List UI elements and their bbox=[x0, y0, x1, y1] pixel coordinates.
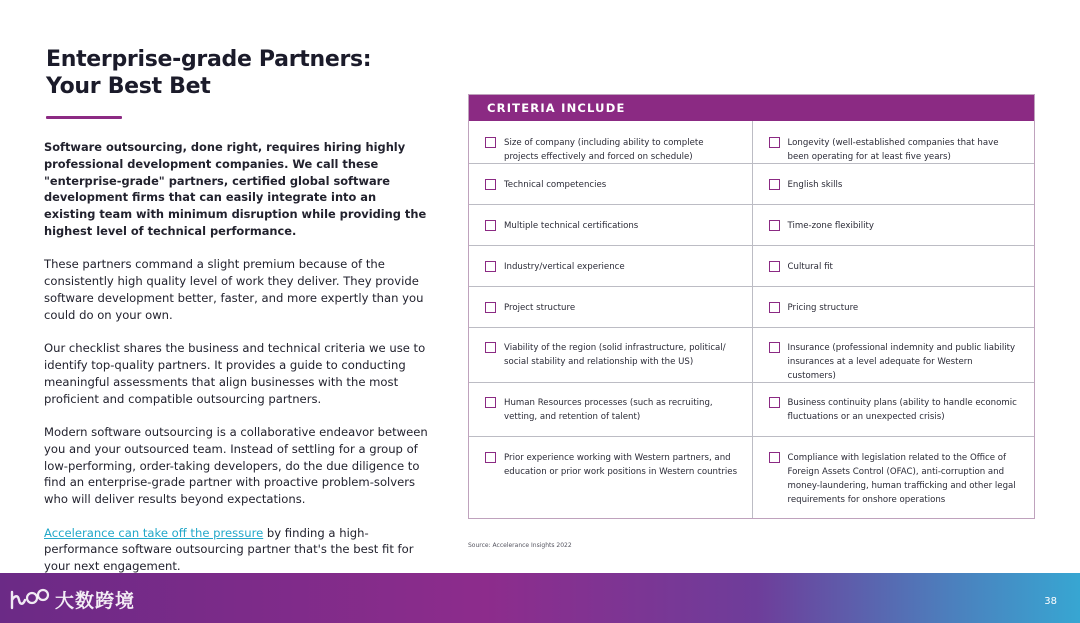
criteria-checkbox[interactable] bbox=[485, 452, 496, 463]
criteria-checkbox[interactable] bbox=[485, 137, 496, 148]
criteria-checkbox[interactable] bbox=[485, 179, 496, 190]
page-title-line-2: Your Best Bet bbox=[46, 74, 211, 99]
criteria-checkbox[interactable] bbox=[485, 342, 496, 353]
criteria-row bbox=[469, 204, 1034, 245]
criteria-checkbox[interactable] bbox=[769, 179, 780, 190]
criteria-cell-right bbox=[752, 121, 1035, 163]
criteria-cell-left bbox=[469, 383, 752, 436]
cta-text: by finding a high-performance software outsourcing partner that's the best fit for your next engagement. bbox=[44, 525, 414, 574]
criteria-cell-left bbox=[469, 287, 752, 327]
criteria-table bbox=[468, 94, 1035, 519]
brand-logo[interactable] bbox=[9, 586, 135, 612]
criteria-label: Cultural fit bbox=[787, 262, 833, 272]
criteria-label: Human Resources processes (such as recruiting, vetting, and retention of talent) bbox=[504, 398, 713, 422]
criteria-row bbox=[469, 382, 1034, 436]
criteria-checkbox[interactable] bbox=[485, 302, 496, 313]
criteria-row bbox=[469, 121, 1034, 163]
paragraph-collaboration: Modern software outsourcing is a collaborative endeavor between you and your outsourced team. Instead of settling for a group of low-performing, order-taking developers, do the due diligence to find an enterprise-grade partner with proactive problem-solvers who will deliver results beyond expectations. bbox=[44, 424, 428, 507]
criteria-checkbox[interactable] bbox=[769, 261, 780, 272]
page-title bbox=[46, 46, 446, 100]
paragraph-premium: These partners command a slight premium because of the consistently high quality level of work they deliver. They provide software development better, faster, and more expertly than you could do on your own. bbox=[44, 257, 424, 322]
source-note: Source: Accelerance Insights 2022 bbox=[468, 542, 572, 549]
criteria-label: Project structure bbox=[504, 303, 576, 313]
paragraph-checklist: Our checklist shares the business and technical criteria we use to identify top-quality partners. It provides a guide to conducting meaningful assessments that align businesses with the most proficient and compatible outsourcing partners. bbox=[44, 341, 426, 406]
criteria-label: Viability of the region (solid infrastructure, political/ social stability and relationship with the US) bbox=[504, 343, 726, 367]
criteria-checkbox[interactable] bbox=[769, 397, 780, 408]
criteria-checkbox[interactable] bbox=[485, 220, 496, 231]
page-title-line-1: Enterprise-grade Partners: bbox=[46, 47, 372, 72]
criteria-cell-right bbox=[752, 287, 1035, 327]
criteria-checkbox[interactable] bbox=[485, 261, 496, 272]
criteria-cell-right bbox=[752, 205, 1035, 245]
criteria-checkbox[interactable] bbox=[769, 137, 780, 148]
paragraph-cta bbox=[44, 525, 428, 575]
criteria-label: Time-zone flexibility bbox=[787, 221, 874, 231]
criteria-checkbox[interactable] bbox=[769, 342, 780, 353]
criteria-label: Multiple technical certifications bbox=[504, 221, 639, 231]
criteria-label: Technical competencies bbox=[504, 180, 607, 190]
criteria-label: Industry/vertical experience bbox=[504, 262, 625, 272]
criteria-label: Insurance (professional indemnity and public liability insurances at a level adequate for Western customers) bbox=[787, 343, 1016, 381]
criteria-cell-left bbox=[469, 437, 752, 518]
criteria-cell-right bbox=[752, 246, 1035, 286]
footer-bar bbox=[0, 573, 1080, 623]
criteria-row bbox=[469, 163, 1034, 204]
lead-paragraph: Software outsourcing, done right, requires hiring highly professional development companies. We call these "enterprise-grade" partners, certified global software development firms that can easily integrate into an existing team with minimum disruption while providing the highest level of technical performance. bbox=[44, 140, 427, 238]
criteria-cell-right bbox=[752, 437, 1035, 518]
criteria-cell-left bbox=[469, 205, 752, 245]
logo-text: 大数跨境 bbox=[55, 589, 136, 612]
criteria-label: Prior experience working with Western partners, and education or prior work positions in Western countries bbox=[504, 453, 738, 477]
bigdata-logo-icon bbox=[9, 586, 51, 612]
criteria-cell-left bbox=[469, 121, 752, 163]
criteria-rows bbox=[469, 121, 1034, 518]
accelerance-link[interactable]: Accelerance can take off the pressure bbox=[44, 525, 264, 540]
criteria-cell-left bbox=[469, 164, 752, 204]
title-underline bbox=[46, 116, 122, 119]
criteria-label: Size of company (including ability to complete projects effectively and forced on schedule) bbox=[504, 138, 704, 162]
criteria-checkbox[interactable] bbox=[769, 220, 780, 231]
criteria-label: Compliance with legislation related to the Office of Foreign Assets Control (OFAC), anti-corruption and money-laundering, human trafficking and other legal requirements for onshore operations bbox=[787, 453, 1016, 505]
criteria-row bbox=[469, 245, 1034, 286]
criteria-cell-left bbox=[469, 328, 752, 382]
criteria-label: English skills bbox=[787, 180, 843, 190]
criteria-row bbox=[469, 436, 1034, 518]
criteria-label: Business continuity plans (ability to handle economic fluctuations or an unexpected crisis) bbox=[787, 398, 1017, 422]
criteria-cell-right bbox=[752, 328, 1035, 382]
body-copy bbox=[44, 139, 428, 592]
criteria-label: Longevity (well-established companies that have been operating for at least five years) bbox=[787, 138, 999, 162]
criteria-header: CRITERIA INCLUDE bbox=[469, 95, 1034, 121]
page-number: 38 bbox=[1044, 596, 1057, 607]
criteria-checkbox[interactable] bbox=[769, 452, 780, 463]
criteria-label: Pricing structure bbox=[787, 303, 859, 313]
criteria-checkbox[interactable] bbox=[769, 302, 780, 313]
criteria-row bbox=[469, 327, 1034, 382]
criteria-cell-right bbox=[752, 383, 1035, 436]
criteria-checkbox[interactable] bbox=[485, 397, 496, 408]
criteria-cell-left bbox=[469, 246, 752, 286]
criteria-cell-right bbox=[752, 164, 1035, 204]
criteria-row bbox=[469, 286, 1034, 327]
